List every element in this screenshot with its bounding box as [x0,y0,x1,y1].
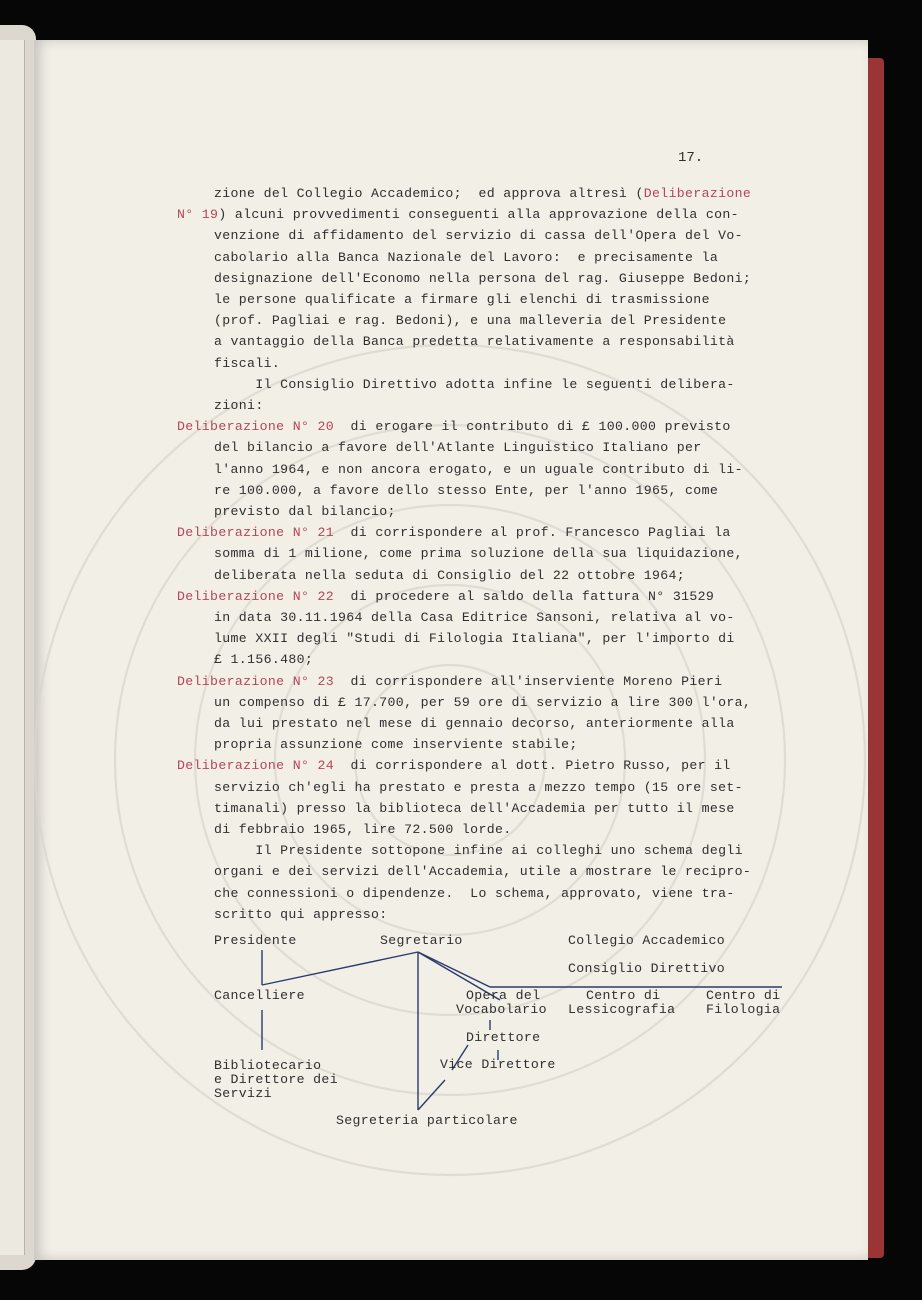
text-line-content: di corrispondere al dott. Pietro Russo, per il [334,758,731,774]
page-number: 17. [678,150,704,166]
text-line-content: zione del Collegio Accademico; ed approva altresì ( [214,186,644,201]
text-line-content: Il Consiglio Direttivo adotta infine le seguenti delibera- [214,376,735,392]
text-line-content: le persone qualificate a firmare gli elenchi di trasmissione [214,292,710,307]
deliberation-number: Deliberazione N° 22 [177,588,335,604]
org-opera-line1: Opera del [466,988,541,1003]
text-line-content: venzione di affidamento del servizio di cassa dell'Opera del Vo- [214,228,743,244]
text-line-content: di corrispondere all'inserviente Moreno Pieri [334,673,723,689]
org-presidente: Presidente [214,933,297,948]
text-line-content: re 100.000, a favore dello stesso Ente, per l'anno 1965, come [214,482,719,498]
org-direttore: Direttore [466,1030,541,1045]
text-line-content: l'anno 1964, e non ancora erogato, e un uguale contributo di li- [214,461,743,477]
text-line-content: designazione dell'Economo nella persona del rag. Giuseppe Bedoni; [214,270,752,286]
deliberation-number: Deliberazione N° 23 [177,673,335,689]
org-centro-lessicografia-line1: Centro di [586,988,661,1003]
org-opera-line2: Vocabolario [456,1002,547,1017]
text-line-content: di procedere al saldo della fattura N° 31529 [334,588,715,604]
text-line-content: Il Presidente sottopone infine ai colleghi uno schema degli [214,843,743,859]
org-vice-direttore: Vice Direttore [440,1057,556,1072]
text-line-content: di febbraio 1965, lire 72.500 lorde. [214,822,512,837]
deliberation-number: Deliberazione N° 20 [177,419,335,435]
org-segretario: Segretario [380,933,463,948]
text-line-content: da lui prestato nel mese di gennaio decorso, anteriormente alla [214,716,735,731]
org-cancelliere: Cancelliere [214,988,305,1003]
text-line-content: timanali) presso la biblioteca dell'Accademia per tutto il mese [214,800,735,816]
org-bibliotecario-line1: Bibliotecario [214,1058,322,1073]
org-segreteria-particolare: Segreteria particolare [336,1113,518,1128]
text-line-content: a vantaggio della Banca predetta relativamente a responsabilità [214,334,735,350]
text-line-content: del bilancio a favore dell'Atlante Linguistico Italiano per [214,440,702,456]
org-centro-filologia-line2: Filologia [706,1002,781,1017]
deliberation-number: Deliberazione N° 21 [177,525,335,541]
text-line-content: £ 1.156.480; [214,652,314,668]
text-line-content: di corrispondere al prof. Francesco Pagliai la [334,525,731,541]
deliberation-number: N° 19 [177,207,219,223]
text-line-content: un compenso di £ 17.700, per 59 ore di servizio a lire 300 l'ora, [214,694,752,710]
text-line-content: servizio ch'egli ha prestato e presta a mezzo tempo (15 ore set- [214,779,743,795]
text-line-content: lume XXII degli "Studi di Filologia Italiana", per l'importo di [214,631,735,647]
text-line-content: in data 30.11.1964 della Casa Editrice Sansoni, relativa al vo- [214,610,735,625]
org-bibliotecario-line2: e Direttore dei [214,1072,338,1087]
org-collegio-accademico: Collegio Accademico [568,933,726,948]
text-line-content: previsto dal bilancio; [214,504,396,519]
text-line-content: cabolario alla Banca Nazionale del Lavoro: e precisamente la [214,249,719,265]
text-line-content: zioni: [214,398,264,413]
org-centro-lessicografia-line2: Lessicografia [568,1002,676,1017]
text-line-content: deliberata nella seduta di Consiglio del 22 ottobre 1964; [214,567,686,583]
text-line-content: scritto qui appresso: [214,906,388,922]
text-line-content: ) alcuni provvedimenti conseguenti alla approvazione della con- [218,207,739,223]
text-line-content: che connessioni o dipendenze. Lo schema, approvato, viene tra- [214,885,735,901]
text-line-content: (prof. Pagliai e rag. Bedoni), e una malleveria del Presidente [214,313,727,329]
org-consiglio-direttivo: Consiglio Direttivo [568,961,726,976]
text-line-content: di erogare il contributo di £ 100.000 previsto [334,419,731,435]
text-line-content: propria assunzione come inserviente stabile; [214,737,578,753]
org-centro-filologia-line1: Centro di [706,988,781,1003]
text-line-content: somma di 1 milione, come prima soluzione della sua liquidazione, [214,546,743,562]
deliberation-label: Deliberazione [643,186,752,201]
text-line-content: fiscali. [214,355,281,371]
text-line-content: organi e dei servizi dell'Accademia, utile a mostrare le recipro- [214,864,752,880]
deliberation-number: Deliberazione N° 24 [177,758,335,774]
org-bibliotecario-line3: Servizi [214,1086,272,1101]
